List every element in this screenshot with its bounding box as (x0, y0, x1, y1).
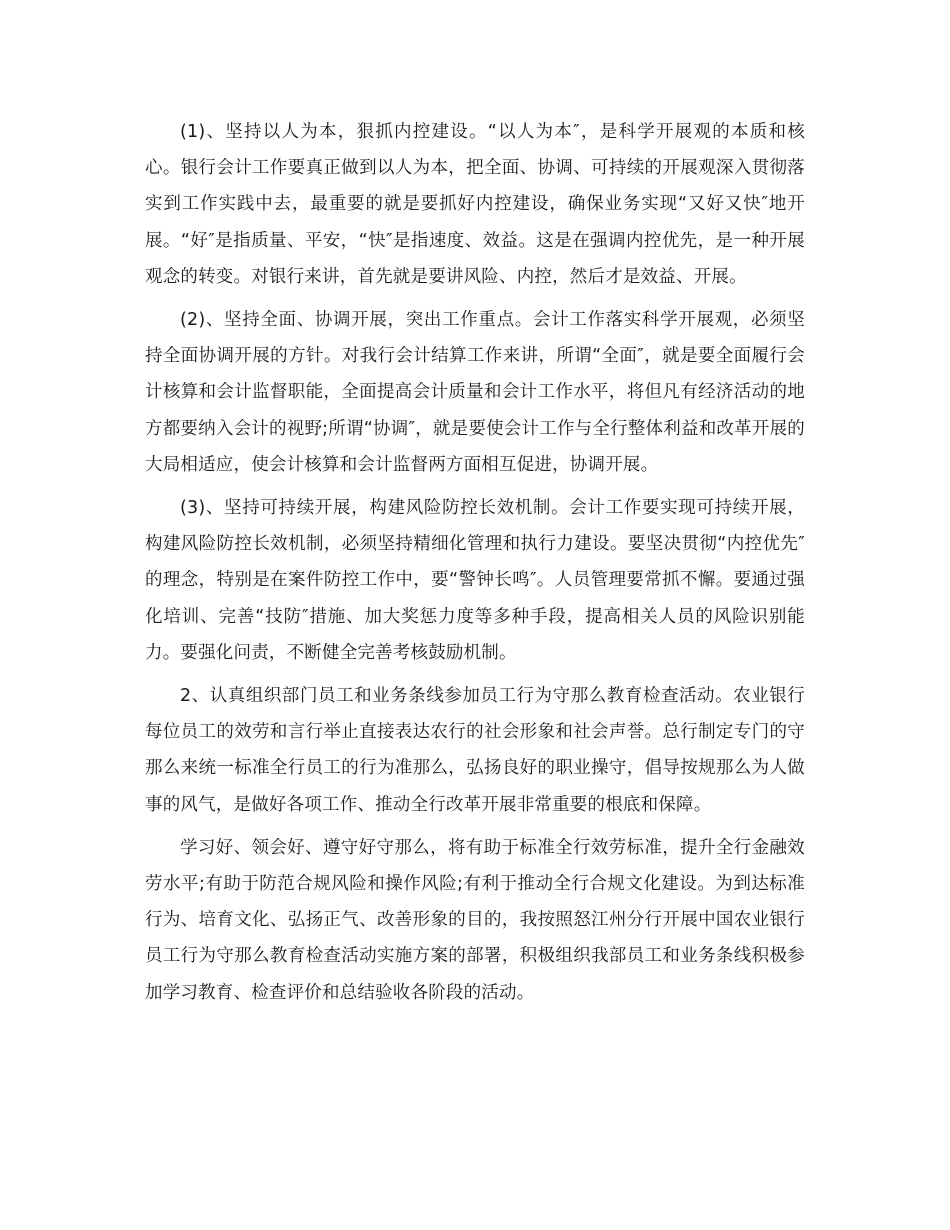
paragraph-2: (2)、坚持全面、协调开展，突出工作重点。会计工作落实科学开展观，必须坚持全面协调开展的方针。对我行会计结算工作来讲，所谓“全面″，就是要全面履行会计核算和会计监督职能，全面提高会计质量和会计工作水平，将但凡有经济活动的地方都要纳入会计的视野;所谓“协调″，就是要使会计工作与全行整体利益和改革开展的大局相适应，使会计核算和会计监督两方面相互促进，协调开展。 (145, 310, 805, 475)
paragraph-1: (1)、坚持以人为本，狠抓内控建设。“以人为本″，是科学开展观的本质和核心。银行会计工作要真正做到以人为本，把全面、协调、可持续的开展观深入贯彻落实到工作实践中去，最重要的就是要抓好内控建设，确保业务实现“又好又快″地开展。“好″是指质量、平安，“快″是指速度、效益。这是在强调内控优先，是一种开展观念的转变。对银行来讲，首先就是要讲风险、内控，然后才是效益、开展。 (145, 122, 805, 287)
document-body (145, 114, 805, 1018)
paragraph-5: 学习好、领会好、遵守好守那么，将有助于标准全行效劳标准，提升全行金融效劳水平;有助于防范合规风险和操作风险;有利于推动全行合规文化建设。为到达标准行为、培育文化、弘扬正气、改善形象的目的，我按照怒江州分行开展中国农业银行员工行为守那么教育检查活动实施方案的部署，积极组织我部员工和业务条线积极参加学习教育、检查评价和总结验收各阶段的活动。 (145, 837, 805, 1003)
paragraph-4: 2、认真组织部门员工和业务条线参加员工行为守那么教育检查活动。农业银行每位员工的效劳和言行举止直接表达农行的社会形象和社会声誉。总行制定专门的守那么来统一标准全行员工的行为准那么，弘扬良好的职业操守，倡导按规那么为人做事的风气，是做好各项工作、推动全行改革开展非常重要的根底和保障。 (145, 686, 805, 815)
paragraph-3: (3)、坚持可持续开展，构建风险防控长效机制。会计工作要实现可持续开展，构建风险防控长效机制，必须坚持精细化管理和执行力建设。要坚决贯彻“内控优先″的理念，特别是在案件防控工作中，要“警钟长鸣″。人员管理要常抓不懈。要通过强化培训、完善“技防″措施、加大奖惩力度等多种手段，提高相关人员的风险识别能力。要强化问责，不断健全完善考核鼓励机制。 (145, 498, 805, 663)
